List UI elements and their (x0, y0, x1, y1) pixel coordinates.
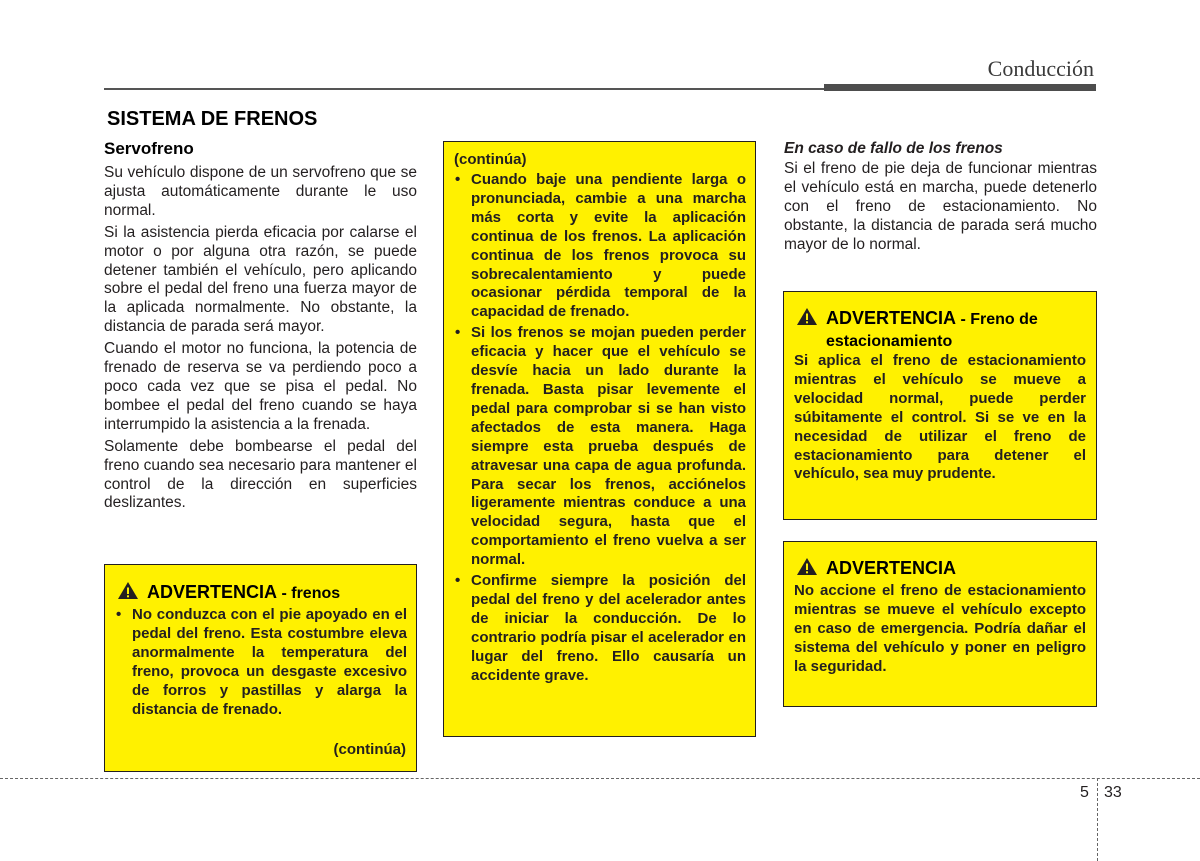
paragraph: Si la asistencia pierda eficacia por calarse el motor o por alguna otra razón, se puede detener también el vehículo, pero aplicando sobre el pedal del freno una fuerza mayor de la aplicada normalmente. No obstante, la distancia de parada será mayor. (104, 223, 417, 336)
servofreno-title: Servofreno (104, 139, 194, 158)
bullet-item (454, 171, 746, 322)
warning-subtitle: - frenos (277, 585, 341, 602)
bullet-item (454, 324, 746, 570)
warning-triangle-icon (796, 557, 818, 576)
bullet-item (115, 606, 407, 719)
bullet-item (454, 572, 746, 685)
bullet-text: Si los frenos se mojan pueden perder eficacia y hacer que el vehículo se desvíe hacia un lado durante la frenada. Basta pisar levemente el pedal para comprobar si se han visto afectados de esta manera. Haga siempre esta prueba después de atravesar una capa de agua profunda. Para secar los frenos, acciónelos ligeramente mientras conduce a una velocidad segura, hasta que el comportamiento el freno vuelva a ser normal. (471, 324, 746, 569)
footer-divider (1097, 778, 1098, 861)
warning-title: ADVERTENCIA (826, 558, 957, 578)
bullet-dot: • (455, 324, 461, 342)
warning-triangle-icon (796, 307, 818, 326)
header-rule-accent (824, 84, 1096, 91)
page-number: 33 (1104, 784, 1122, 801)
warning-subtitle: - Freno de (956, 311, 1038, 328)
warning-heading (796, 557, 956, 579)
section-title: SISTEMA DE FRENOS (107, 108, 318, 130)
chapter-number: 5 (1080, 784, 1089, 801)
paragraph: Cuando el motor no funciona, la potencia de frenado de reserva se va perdiendo poco a poco cada vez que se pisa el pedal. No bombee el pedal del freno cuando se haya interrumpido la asistencia a la frenada. (104, 340, 417, 433)
warning-subtitle-line2: estacionamiento (826, 333, 953, 350)
bullet-text: Confirme siempre la posición del pedal del freno y del acelerador antes de iniciar la conducción. De lo contrario podría pisar el acelerador en lugar del freno. Ello causaría un accidente grave. (471, 572, 746, 684)
bullet-dot: • (116, 606, 122, 623)
warning-title: ADVERTENCIA (147, 582, 278, 602)
warning-title: ADVERTENCIA (826, 308, 957, 328)
paragraph: Su vehículo dispone de un servofreno que se ajusta automáticamente durante le uso normal. (104, 164, 417, 219)
continued-label: (continúa) (333, 741, 406, 758)
bullet-dot: • (455, 572, 461, 590)
warning-text: No accione el freno de estacionamiento mientras se mueve el vehículo excepto en caso de emergencia. Podría dañar el sistema del vehículo y poner en peligro la seguridad. (794, 582, 1086, 675)
warning-heading (117, 581, 340, 603)
paragraph: Solamente debe bombearse el pedal del freno cuando sea necesario para mantener el control de la dirección en superficies deslizantes. (104, 437, 417, 512)
servofreno-text (104, 164, 417, 516)
fallo-title: En caso de fallo de los frenos (784, 140, 1003, 157)
bullet-text: No conduzca con el pie apoyado en el pedal del freno. Esta costumbre eleva anormalmente la temperatura del freno, provoca un desgaste excesivo de forros y pastillas y alarga la distancia de frenado. (132, 606, 407, 718)
warning-box-frenos (104, 564, 417, 772)
chapter-title: Conducción (987, 56, 1094, 81)
bullet-dot: • (455, 171, 461, 188)
continued-label: (continúa) (454, 151, 527, 168)
warning-box-continued (443, 141, 756, 737)
warning-box-general (783, 541, 1097, 707)
fallo-section (784, 140, 1097, 257)
warning-list (454, 171, 746, 687)
footer-rule (0, 778, 1200, 779)
warning-triangle-icon (117, 581, 139, 600)
bullet-text: Cuando baje una pendiente larga o pronunciada, cambie a una marcha más corta y evite la aplicación continua de los frenos. La aplicación continua de los frenos provoca su sobrecalentamiento y puede ocasionar pérdida temporal de la capacidad de frenado. (471, 171, 746, 321)
warning-heading (796, 307, 1038, 352)
warning-text: Si aplica el freno de estacionamiento mientras el vehículo se mueve a velocidad normal, puede perder súbitamente el control. Si se ve en la necesidad de utilizar el freno de estacionamiento para detener el vehículo, sea muy prudente. (794, 352, 1086, 483)
warning-box-estacionamiento (783, 291, 1097, 520)
paragraph: Si el freno de pie deja de funcionar mientras el vehículo está en marcha, puede detenerlo con el freno de estacionamiento. No obstante, la distancia de parada será mucho mayor de lo normal. (784, 159, 1097, 253)
warning-text (115, 606, 407, 721)
